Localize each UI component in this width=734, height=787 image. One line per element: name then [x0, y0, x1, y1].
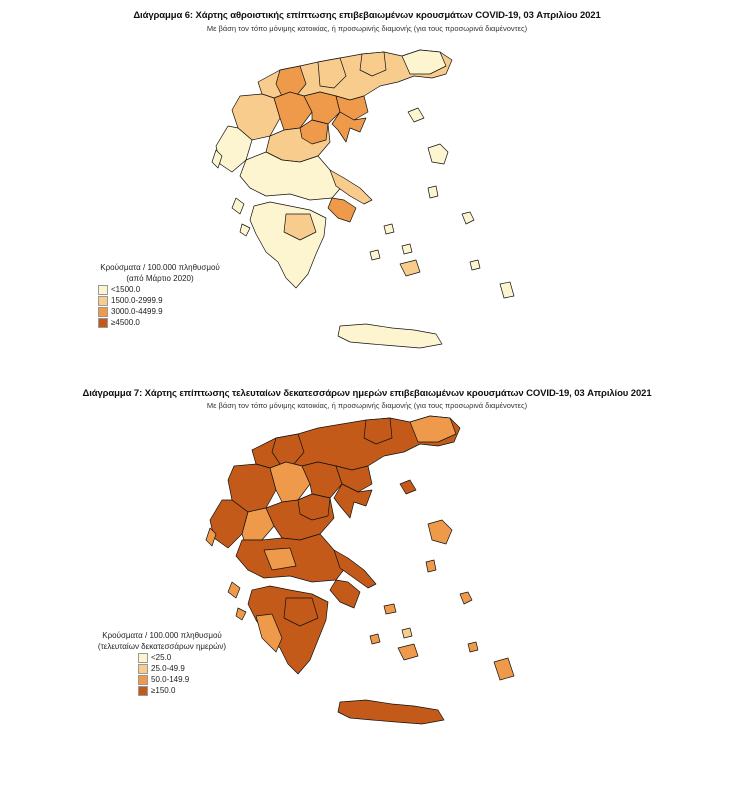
legend-label: ≥150.0: [151, 686, 176, 695]
legend-swatch: [138, 653, 148, 663]
region: [462, 212, 474, 224]
legend-swatch: [138, 664, 148, 674]
region: [232, 198, 244, 214]
region: [370, 250, 380, 260]
diagram-6-subtitle: Με βάση τον τόπο μόνιμης κατοικίας, ή προσωρινής διαμονής (για τους προσωρινά διαμένοντες): [206, 24, 528, 33]
legend-title: Κρούσματα / 100.000 πληθυσμού: [102, 631, 222, 640]
legend-label: 3000.0-4499.9: [111, 307, 163, 316]
diagram-6: [0, 0, 734, 380]
diagram-6-legend: [60, 262, 260, 328]
region: [468, 642, 478, 652]
diagram-7-subtitle: Με βάση τον τόπο μόνιμης κατοικίας, ή προσωρινής διαμονής (για τους προσωρινά διαμένοντες): [206, 401, 528, 410]
region: [338, 324, 442, 348]
legend-swatch: [98, 318, 108, 328]
region: [428, 186, 438, 198]
legend-swatch: [138, 675, 148, 685]
region: [400, 260, 420, 276]
region: [470, 260, 480, 270]
region: [426, 560, 436, 572]
region: [400, 480, 416, 494]
region: [384, 604, 396, 614]
region: [236, 608, 246, 620]
legend-item: [98, 295, 260, 306]
greece-map-14-day: [0, 380, 734, 787]
legend-swatch: [138, 686, 148, 696]
region: [370, 634, 380, 644]
region: [328, 198, 356, 222]
legend-label: 25.0-49.9: [151, 664, 185, 673]
legend-subtitle: (από Μάρτιο 2020): [126, 274, 194, 283]
diagram-7: [0, 380, 734, 787]
legend-item: [138, 674, 272, 685]
region: [500, 282, 514, 298]
legend-label: ≥4500.0: [111, 318, 140, 327]
region: [460, 592, 472, 604]
region: [338, 700, 444, 724]
region: [384, 224, 394, 234]
region: [408, 108, 424, 122]
region: [240, 224, 250, 236]
region: [302, 462, 342, 498]
legend-item: [138, 685, 272, 696]
legend-item: [138, 652, 272, 663]
region: [398, 644, 418, 660]
region: [402, 244, 412, 254]
region: [428, 520, 452, 544]
region: [402, 628, 412, 638]
legend-subtitle: (τελευταίων δεκατεσσάρων ημερών): [97, 642, 227, 651]
region: [228, 582, 240, 598]
legend-label: 1500.0-2999.9: [111, 296, 163, 305]
region: [330, 580, 360, 608]
region: [428, 144, 448, 164]
diagram-7-legend: [52, 630, 272, 696]
legend-swatch: [98, 285, 108, 295]
legend-label: <1500.0: [111, 285, 141, 294]
legend-item: [98, 317, 260, 328]
legend-swatch: [98, 307, 108, 317]
legend-item: [138, 663, 272, 674]
legend-title: Κρούσματα / 100.000 πληθυσμού: [100, 263, 220, 272]
region: [494, 658, 514, 680]
legend-label: 50.0-149.9: [151, 675, 190, 684]
legend-swatch: [98, 296, 108, 306]
legend-item: [98, 284, 260, 295]
diagram-7-title: Διάγραμμα 7: Χάρτης επίπτωσης τελευταίων δεκατεσσάρων ημερών επιβεβαιωμένων κρουσμάτων COVID-19, 03 Απριλίου 2021: [82, 388, 652, 399]
diagram-6-title: Διάγραμμα 6: Χάρτης αθροιστικής επίπτωσης επιβεβαιωμένων κρουσμάτων COVID-19, 03 Απριλίου 2021: [133, 10, 601, 21]
legend-label: <25.0: [151, 653, 172, 662]
legend-item: [98, 306, 260, 317]
